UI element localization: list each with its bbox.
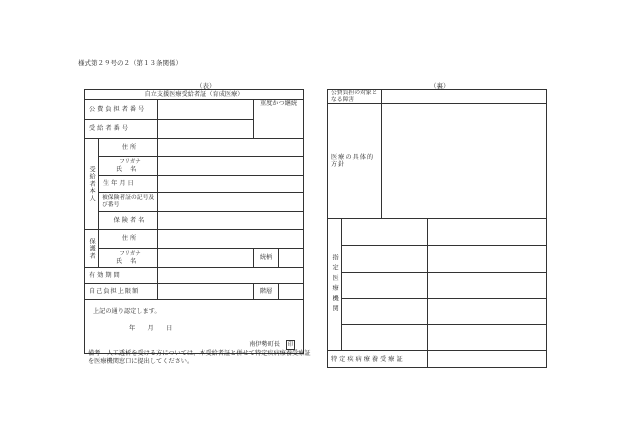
public-target-value xyxy=(382,90,547,104)
recipient-name-text: 氏名 xyxy=(115,165,145,173)
front-side-label: （表） xyxy=(196,82,216,90)
insurance-card-label: 被保険者証の記号及び番号 xyxy=(99,193,158,212)
guardian-group-label: 保護者 xyxy=(85,230,99,268)
institution-row-1-b xyxy=(428,219,547,246)
back-form xyxy=(327,89,547,368)
certification-box xyxy=(85,300,304,354)
institution-row-2-b xyxy=(428,246,547,273)
tier-label: 階層 xyxy=(254,284,279,300)
guardian-name-label xyxy=(99,249,158,268)
recipient-name-value xyxy=(158,157,304,176)
tier-value xyxy=(279,284,304,300)
public-target-label: 公費負担の対象となる障害 xyxy=(328,90,382,104)
designated-institution-label: 指定医療機関 xyxy=(328,219,342,351)
institution-row-1-a xyxy=(342,219,428,246)
front-form xyxy=(84,89,304,354)
treatment-plan-value xyxy=(382,104,547,219)
relationship-value xyxy=(279,249,304,268)
recipient-no-label: 受給者番号 xyxy=(85,120,158,139)
issuer-name: 南伊勢町長 xyxy=(249,341,280,348)
copay-limit-value xyxy=(158,284,254,300)
specific-disease-label: 特定疾病療養受療証 xyxy=(328,351,428,368)
institution-row-2-a xyxy=(342,246,428,273)
severe-continuous-label: 重度かつ継続 xyxy=(259,100,298,107)
guardian-furigana-label: フリガナ xyxy=(119,251,141,258)
validity-period-label: 有効期間 xyxy=(85,268,158,284)
birthdate-value xyxy=(158,176,304,193)
recipient-name-label xyxy=(99,157,158,176)
institution-row-5-b xyxy=(428,325,547,351)
severe-continuous-box xyxy=(254,100,304,139)
institution-row-4-b xyxy=(428,299,547,325)
recipient-no-value xyxy=(158,120,254,139)
institution-row-4-a xyxy=(342,299,428,325)
insurer-name-value xyxy=(158,212,304,230)
note-text: 人工透析を受ける方については、本受給者証と併せて特定疾病療養受療証を医療機関窓口に提出してください。 xyxy=(88,350,311,366)
recipient-furigana-label: フリガナ xyxy=(119,159,141,166)
institution-row-5-a xyxy=(342,325,428,351)
copay-limit-label: 自己負担上限額 xyxy=(85,284,158,300)
guardian-name-value xyxy=(158,249,254,268)
insurer-name-label: 保険者名 xyxy=(99,212,158,230)
guardian-name-text: 氏名 xyxy=(115,257,145,265)
note-label: 備考 xyxy=(88,350,101,357)
validity-period-value xyxy=(158,268,304,284)
institution-row-3-b xyxy=(428,273,547,299)
back-side-label: （裏） xyxy=(430,82,450,90)
recipient-address-value xyxy=(158,139,304,157)
seal-mark: 印 xyxy=(287,342,294,348)
note xyxy=(88,350,313,367)
certify-text: 上記の通り認定します。 xyxy=(93,308,161,315)
burden-holder-no-label: 公費負担者番号 xyxy=(85,100,158,120)
birthdate-label: 生年月日 xyxy=(99,176,158,193)
burden-holder-no-value xyxy=(158,100,254,120)
treatment-plan-label: 医療の具体的方針 xyxy=(328,104,382,219)
specific-disease-value xyxy=(428,351,547,368)
recipient-group-label: 受給者本人 xyxy=(85,139,99,230)
issuer-line xyxy=(249,340,295,350)
form-number: 様式第２９号の２（第１３条関係） xyxy=(78,59,182,67)
insurance-card-value xyxy=(158,193,304,212)
guardian-address-value xyxy=(158,230,304,249)
guardian-address-label: 住所 xyxy=(99,230,158,249)
date-line: 年 月 日 xyxy=(129,325,173,332)
recipient-address-label: 住所 xyxy=(99,139,158,157)
relationship-label: 続柄 xyxy=(254,249,279,268)
front-title: 自立支援医療受給者証（育成医療） xyxy=(85,90,304,100)
institution-row-3-a xyxy=(342,273,428,299)
